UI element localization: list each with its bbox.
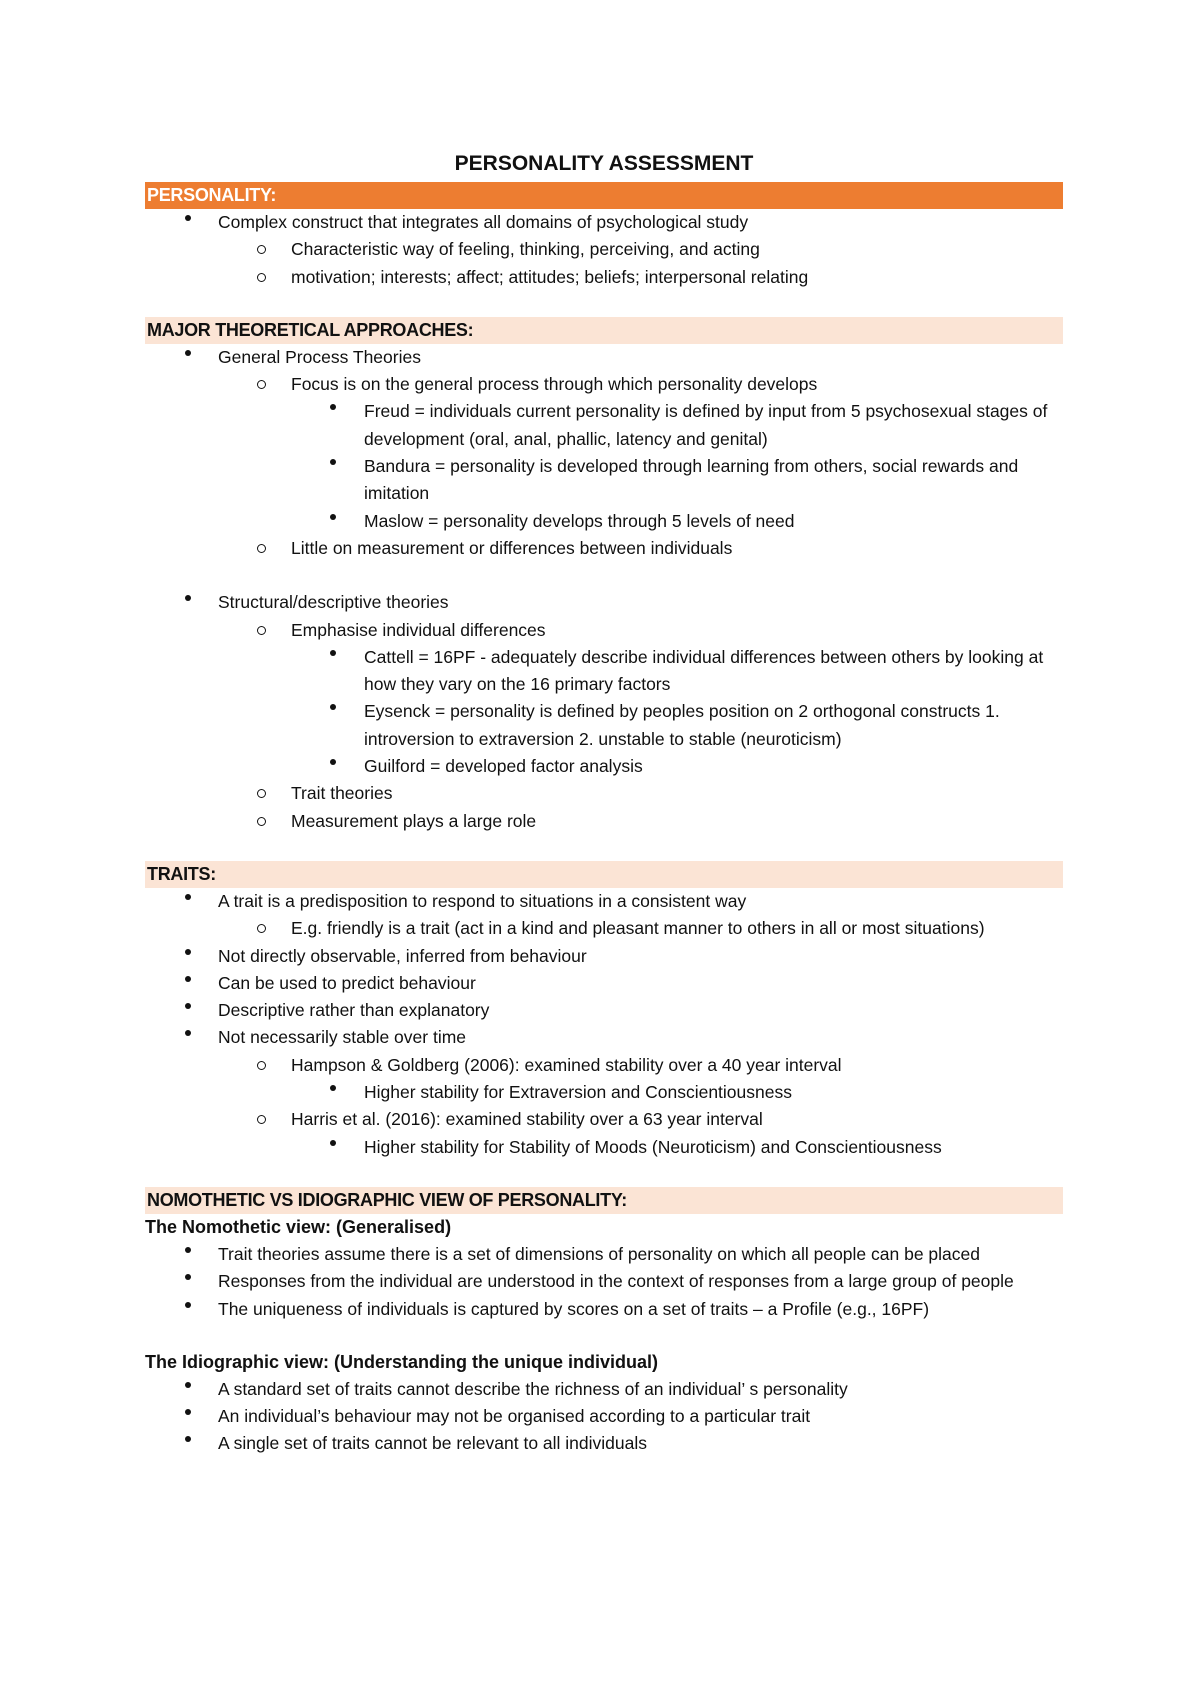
bullet-icon (185, 1436, 191, 1442)
personality-list (145, 209, 1063, 291)
list-item: Not necessarily stable over time (145, 1024, 1063, 1051)
approaches-list-2 (145, 589, 1063, 835)
list-item: motivation; interests; affect; attitudes; beliefs; interpersonal relating (145, 264, 1063, 291)
list-item: Bandura = personality is developed through learning from others, social rewards and imitation (145, 453, 1063, 508)
list-item: An individual’s behaviour may not be organised according to a particular trait (145, 1403, 1063, 1430)
list-item: Higher stability for Stability of Moods (Neuroticism) and Conscientiousness (145, 1134, 1063, 1161)
bullet-icon (330, 650, 336, 656)
approaches-list (145, 344, 1063, 562)
list-item: Characteristic way of feeling, thinking, perceiving, and acting (145, 236, 1063, 263)
circle-bullet-icon (257, 789, 266, 798)
document-title: PERSONALITY ASSESSMENT (454, 152, 754, 175)
bullet-icon (330, 459, 336, 465)
list-item: Trait theories assume there is a set of dimensions of personality on which all people can be placed (145, 1241, 1063, 1268)
list-item: Guilford = developed factor analysis (145, 753, 1063, 780)
bullet-icon (185, 1409, 191, 1415)
bullet-icon (185, 949, 191, 955)
list-item: Can be used to predict behaviour (145, 970, 1063, 997)
bullet-icon (185, 595, 191, 601)
bullet-icon (330, 1085, 336, 1091)
bullet-icon (330, 404, 336, 410)
circle-bullet-icon (257, 1061, 266, 1070)
list-item: Eysenck = personality is defined by peoples position on 2 orthogonal constructs 1. introversion to extraversion 2. unstable to stable (neuroticism) (145, 698, 1063, 753)
section-heading-approaches: MAJOR THEORETICAL APPROACHES: (145, 317, 1063, 344)
bullet-icon (185, 1302, 191, 1308)
list-item: Descriptive rather than explanatory (145, 997, 1063, 1024)
list-item: A trait is a predisposition to respond to situations in a consistent way (145, 888, 1063, 915)
list-item: Harris et al. (2016): examined stability over a 63 year interval (145, 1106, 1063, 1133)
list-item: Maslow = personality develops through 5 levels of need (145, 508, 1063, 535)
section-heading-traits: TRAITS: (145, 861, 1063, 888)
bullet-icon (330, 1140, 336, 1146)
traits-list (145, 888, 1063, 1161)
bullet-icon (330, 759, 336, 765)
circle-bullet-icon (257, 1115, 266, 1124)
list-item: Focus is on the general process through which personality develops (145, 371, 1063, 398)
circle-bullet-icon (257, 924, 266, 933)
circle-bullet-icon (257, 544, 266, 553)
bullet-icon (330, 514, 336, 520)
list-item: Little on measurement or differences between individuals (145, 535, 1063, 562)
bullet-icon (185, 1030, 191, 1036)
nomothetic-subheading: The Nomothetic view: (Generalised) (145, 1216, 452, 1237)
bullet-icon (185, 215, 191, 221)
list-item: Trait theories (145, 780, 1063, 807)
nomothetic-list (145, 1241, 1063, 1323)
list-item: Measurement plays a large role (145, 808, 1063, 835)
list-item: Responses from the individual are understood in the context of responses from a large group of people (145, 1268, 1063, 1295)
circle-bullet-icon (257, 273, 266, 282)
list-item: The uniqueness of individuals is captured by scores on a set of traits – a Profile (e.g., 16PF) (145, 1296, 1063, 1323)
list-item: Hampson & Goldberg (2006): examined stability over a 40 year interval (145, 1052, 1063, 1079)
idiographic-list (145, 1376, 1063, 1458)
circle-bullet-icon (257, 626, 266, 635)
list-item: A standard set of traits cannot describe the richness of an individual’ s personality (145, 1376, 1063, 1403)
bullet-icon (185, 350, 191, 356)
bullet-icon (330, 704, 336, 710)
list-item: Structural/descriptive theories (145, 589, 1063, 616)
bullet-icon (185, 1003, 191, 1009)
list-item: General Process Theories (145, 344, 1063, 371)
list-item: A single set of traits cannot be relevant to all individuals (145, 1430, 1063, 1457)
list-item: Higher stability for Extraversion and Conscientiousness (145, 1079, 1063, 1106)
circle-bullet-icon (257, 245, 266, 254)
bullet-icon (185, 894, 191, 900)
bullet-icon (185, 1274, 191, 1280)
list-item: Emphasise individual differences (145, 617, 1063, 644)
list-item: E.g. friendly is a trait (act in a kind and pleasant manner to others in all or most situations) (145, 915, 1063, 942)
document-page (145, 150, 1063, 1458)
bullet-icon (185, 1247, 191, 1253)
list-item: Not directly observable, inferred from behaviour (145, 943, 1063, 970)
section-heading-nomothetic: NOMOTHETIC VS IDIOGRAPHIC VIEW OF PERSONALITY: (145, 1187, 1063, 1214)
section-heading-personality: PERSONALITY: (145, 182, 1063, 209)
circle-bullet-icon (257, 380, 266, 389)
list-item: Complex construct that integrates all domains of psychological study (145, 209, 1063, 236)
idiographic-subheading: The Idiographic view: (Understanding the unique individual) (145, 1351, 659, 1372)
circle-bullet-icon (257, 817, 266, 826)
list-item: Cattell = 16PF - adequately describe individual differences between others by looking at how they vary on the 16 primary factors (145, 644, 1063, 699)
list-item: Freud = individuals current personality is defined by input from 5 psychosexual stages of development (oral, anal, phallic, latency and genital) (145, 398, 1063, 453)
bullet-icon (185, 976, 191, 982)
bullet-icon (185, 1382, 191, 1388)
